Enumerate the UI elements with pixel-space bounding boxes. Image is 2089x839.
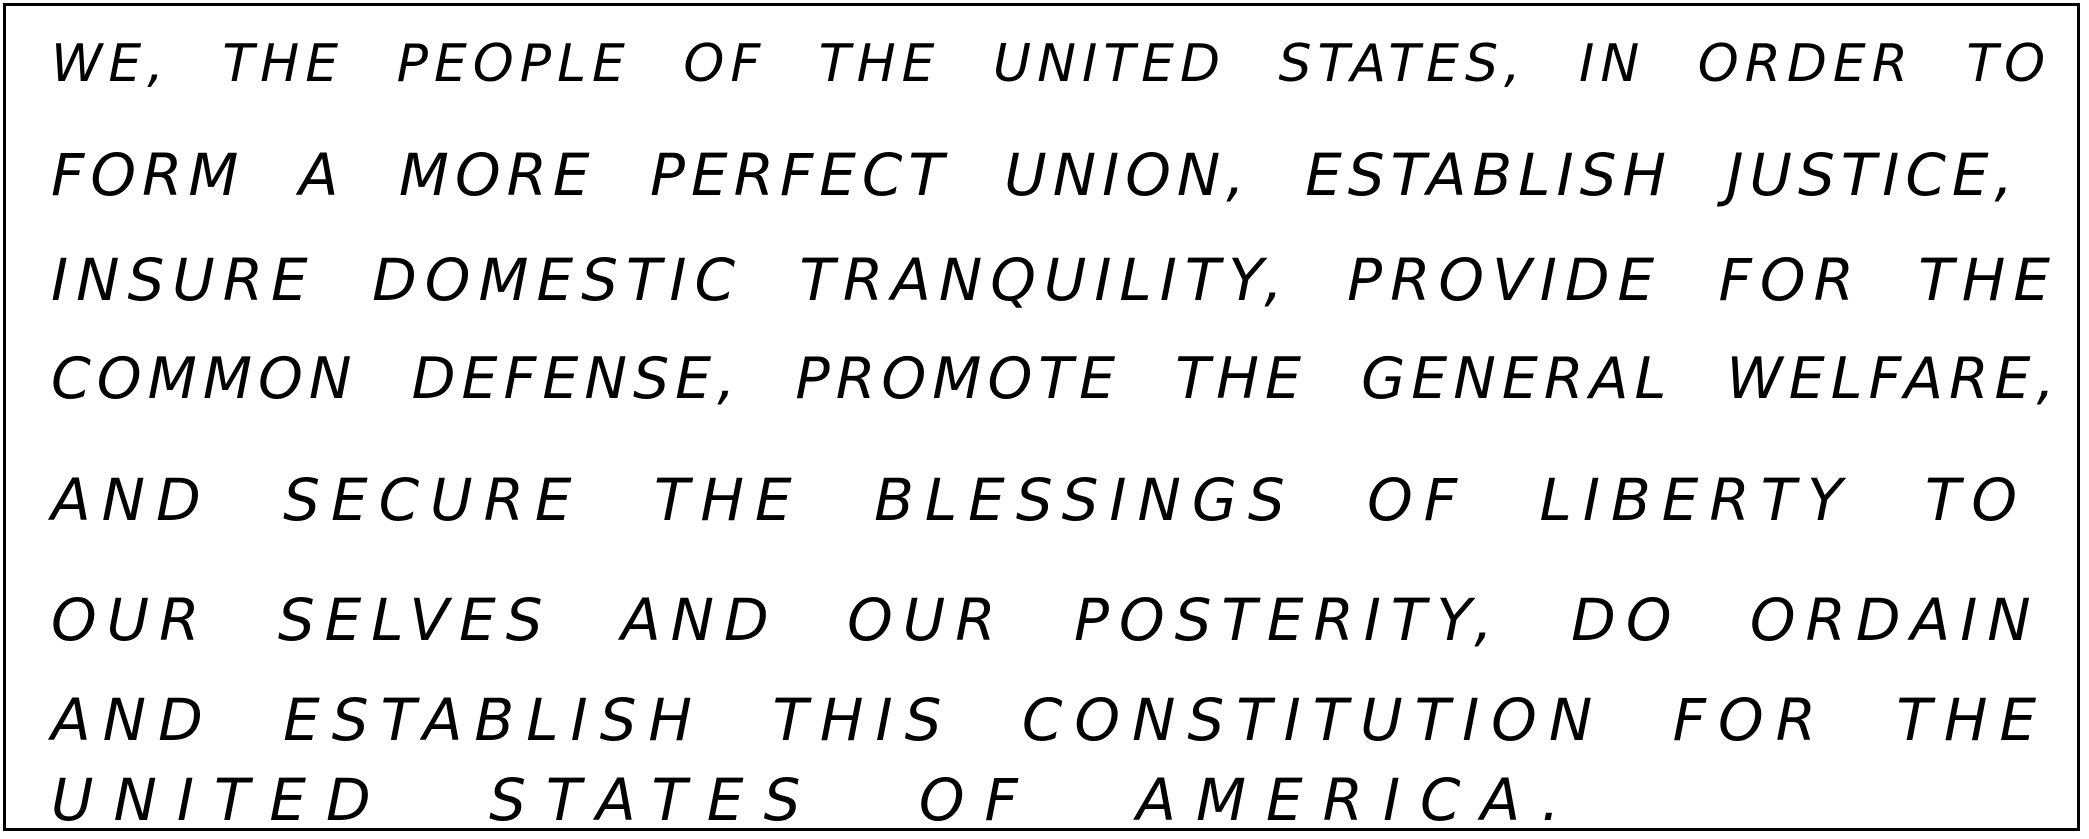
handwritten-line-3: INSURE DOMESTIC TRANQUILITY, PROVIDE FOR THE (51, 246, 2058, 314)
handwritten-line-6: OUR SELVES AND OUR POSTERITY, DO ORDAIN (51, 586, 2041, 654)
handwritten-page (3, 3, 2080, 834)
handwritten-line-1: WE, THE PEOPLE OF THE UNITED STATES, IN ORDER TO (51, 34, 2052, 94)
handwritten-line-5: AND SECURE THE BLESSINGS OF LIBERTY TO (51, 466, 2029, 534)
handwritten-line-2: FORM A MORE PERFECT UNION, ESTABLISH JUSTICE, (51, 141, 2019, 209)
handwritten-line-4: COMMON DEFENSE, PROMOTE THE GENERAL WELFARE, (51, 346, 2061, 412)
handwritten-line-8: UNITED STATES OF AMERICA. (51, 766, 1580, 834)
handwritten-line-7: AND ESTABLISH THIS CONSTITUTION FOR THE (51, 686, 2049, 754)
